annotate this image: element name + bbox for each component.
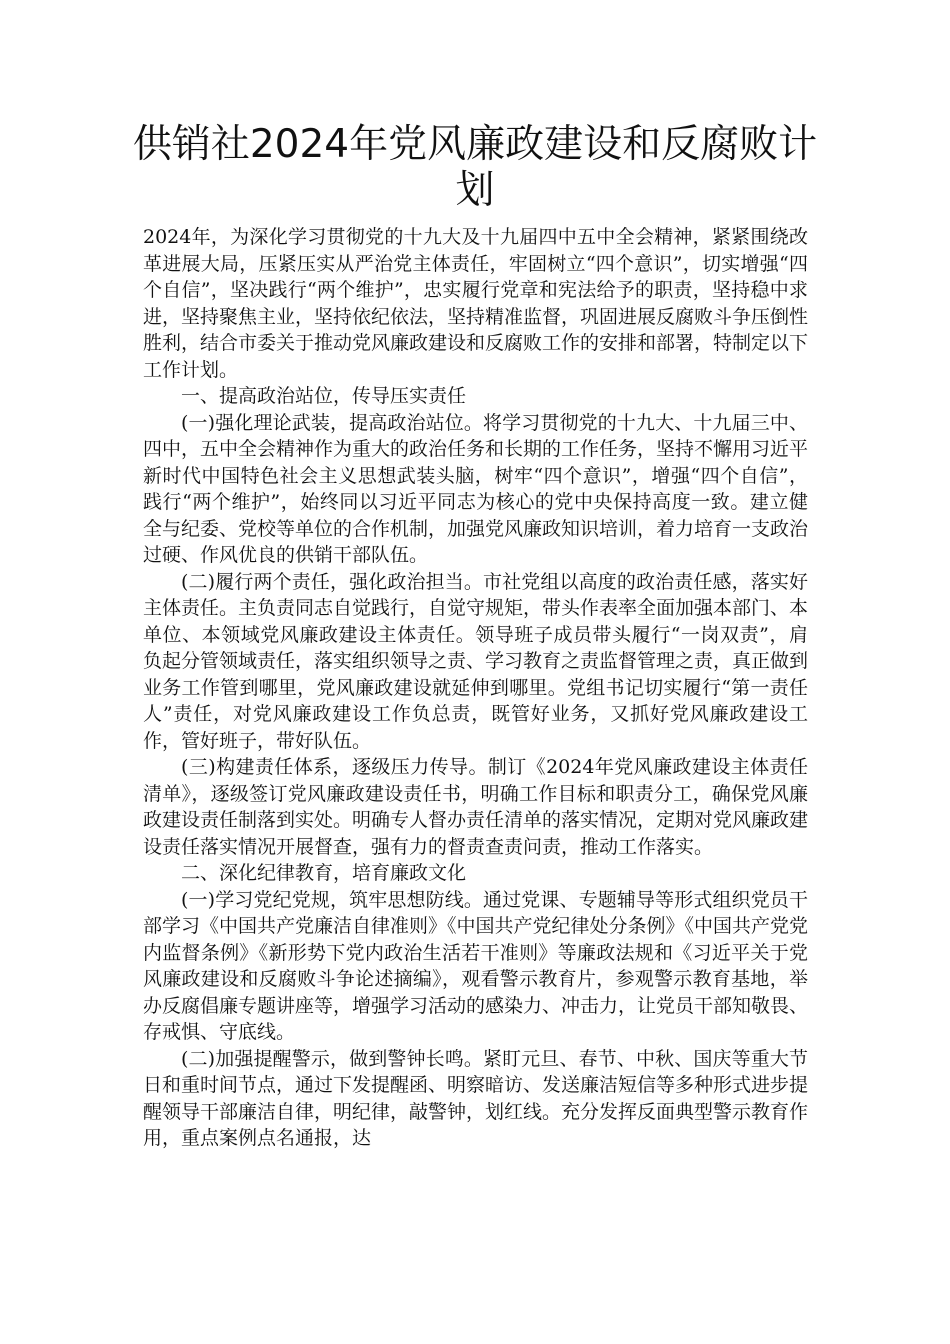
body-paragraph: (一)学习党纪党规，筑牢思想防线。通过党课、专题辅导等形式组织党员干部学习《中国共产党廉洁自律准则》《中国共产党纪律处分条例》《中国共产党党内监督条例》《新形势下党内政治生活若干准则》等廉政法规和《习近平关于党风廉政建设和反腐败斗争论述摘编》，观看警示教育片，参观警示教育基地，举办反腐倡廉专题讲座等，增强学习活动的感染力、冲击力，让党员干部知敬畏、存戒惧、守底线。 <box>143 888 809 1043</box>
document-title: 供销社2024年党风廉政建设和反腐败计划 <box>132 122 818 213</box>
body-paragraph: (二)加强提醒警示，做到警钟长鸣。紧盯元旦、春节、中秋、国庆等重大节日和重时间节点，通过下发提醒函、明察暗访、发送廉洁短信等多种形式进步提醒领导干部廉洁自律，明纪律，敲警钟，划红线。充分发挥反面典型警示教育作用，重点案例点名通报，达 <box>143 1047 809 1149</box>
section-heading: 一、提高政治站位，传导压实责任 <box>181 385 467 407</box>
body-paragraph: (二)履行两个责任，强化政治担当。市社党组以高度的政治责任感，落实好主体责任。主负责同志自觉践行，自觉守规矩，带头作表率全面加强本部门、本单位、本领域党风廉政建设主体责任。领导班子成员带头履行“一岗双责”，肩负起分管领域责任，落实组织领导之责、学习教育之责监督管理之责，真正做到业务工作管到哪里，党风廉政建设就延伸到哪里。党组书记切实履行“第一责任人”责任，对党风廉政建设工作负总责，既管好业务，又抓好党风廉政建设工作，管好班子，带好队伍。 <box>143 570 809 752</box>
body-paragraph: (一)强化理论武装，提高政治站位。将学习贯彻党的十九大、十九届三中、四中，五中全会精神作为重大的政治任务和长期的工作任务，坚持不懈用习近平新时代中国特色社会主义思想武装头脑，树牢“四个意识”，增强“四个自信”，践行“两个维护”，始终同以习近平同志为核心的党中央保持高度一致。建立健全与纪委、党校等单位的合作机制，加强党风廉政知识培训，着力培育一支政治过硬、作风优良的供销干部队伍。 <box>143 411 809 566</box>
body-paragraph: (三)构建责任体系，逐级压力传导。制订《2024年党风廉政建设主体责任清单》，逐级签订党风廉政建设责任书，明确工作目标和职责分工，确保党风廉政建设责任制落到实处。明确专人督办责任清单的落实情况，定期对党风廉政建设责任落实情况开展督查，强有力的督责查责问责，推动工作落实。 <box>143 756 809 858</box>
section-heading: 二、深化纪律教育，培育廉政文化 <box>181 862 467 884</box>
document-body <box>143 224 808 1152</box>
body-paragraph: 2024年，为深化学习贯彻党的十九大及十九届四中五中全会精神，紧紧围绕改革进展大局，压紧压实从严治党主体责任，牢固树立“四个意识”，切实增强“四个自信”，坚决践行“两个维护”，忠实履行党章和宪法给予的职责，坚持稳中求进，坚持聚焦主业，坚持依纪依法，坚持精准监督，巩固进展反腐败斗争压倒性胜利，结合市委关于推动党风廉政建设和反腐败工作的安排和部署，特制定以下工作计划。 <box>143 226 809 381</box>
